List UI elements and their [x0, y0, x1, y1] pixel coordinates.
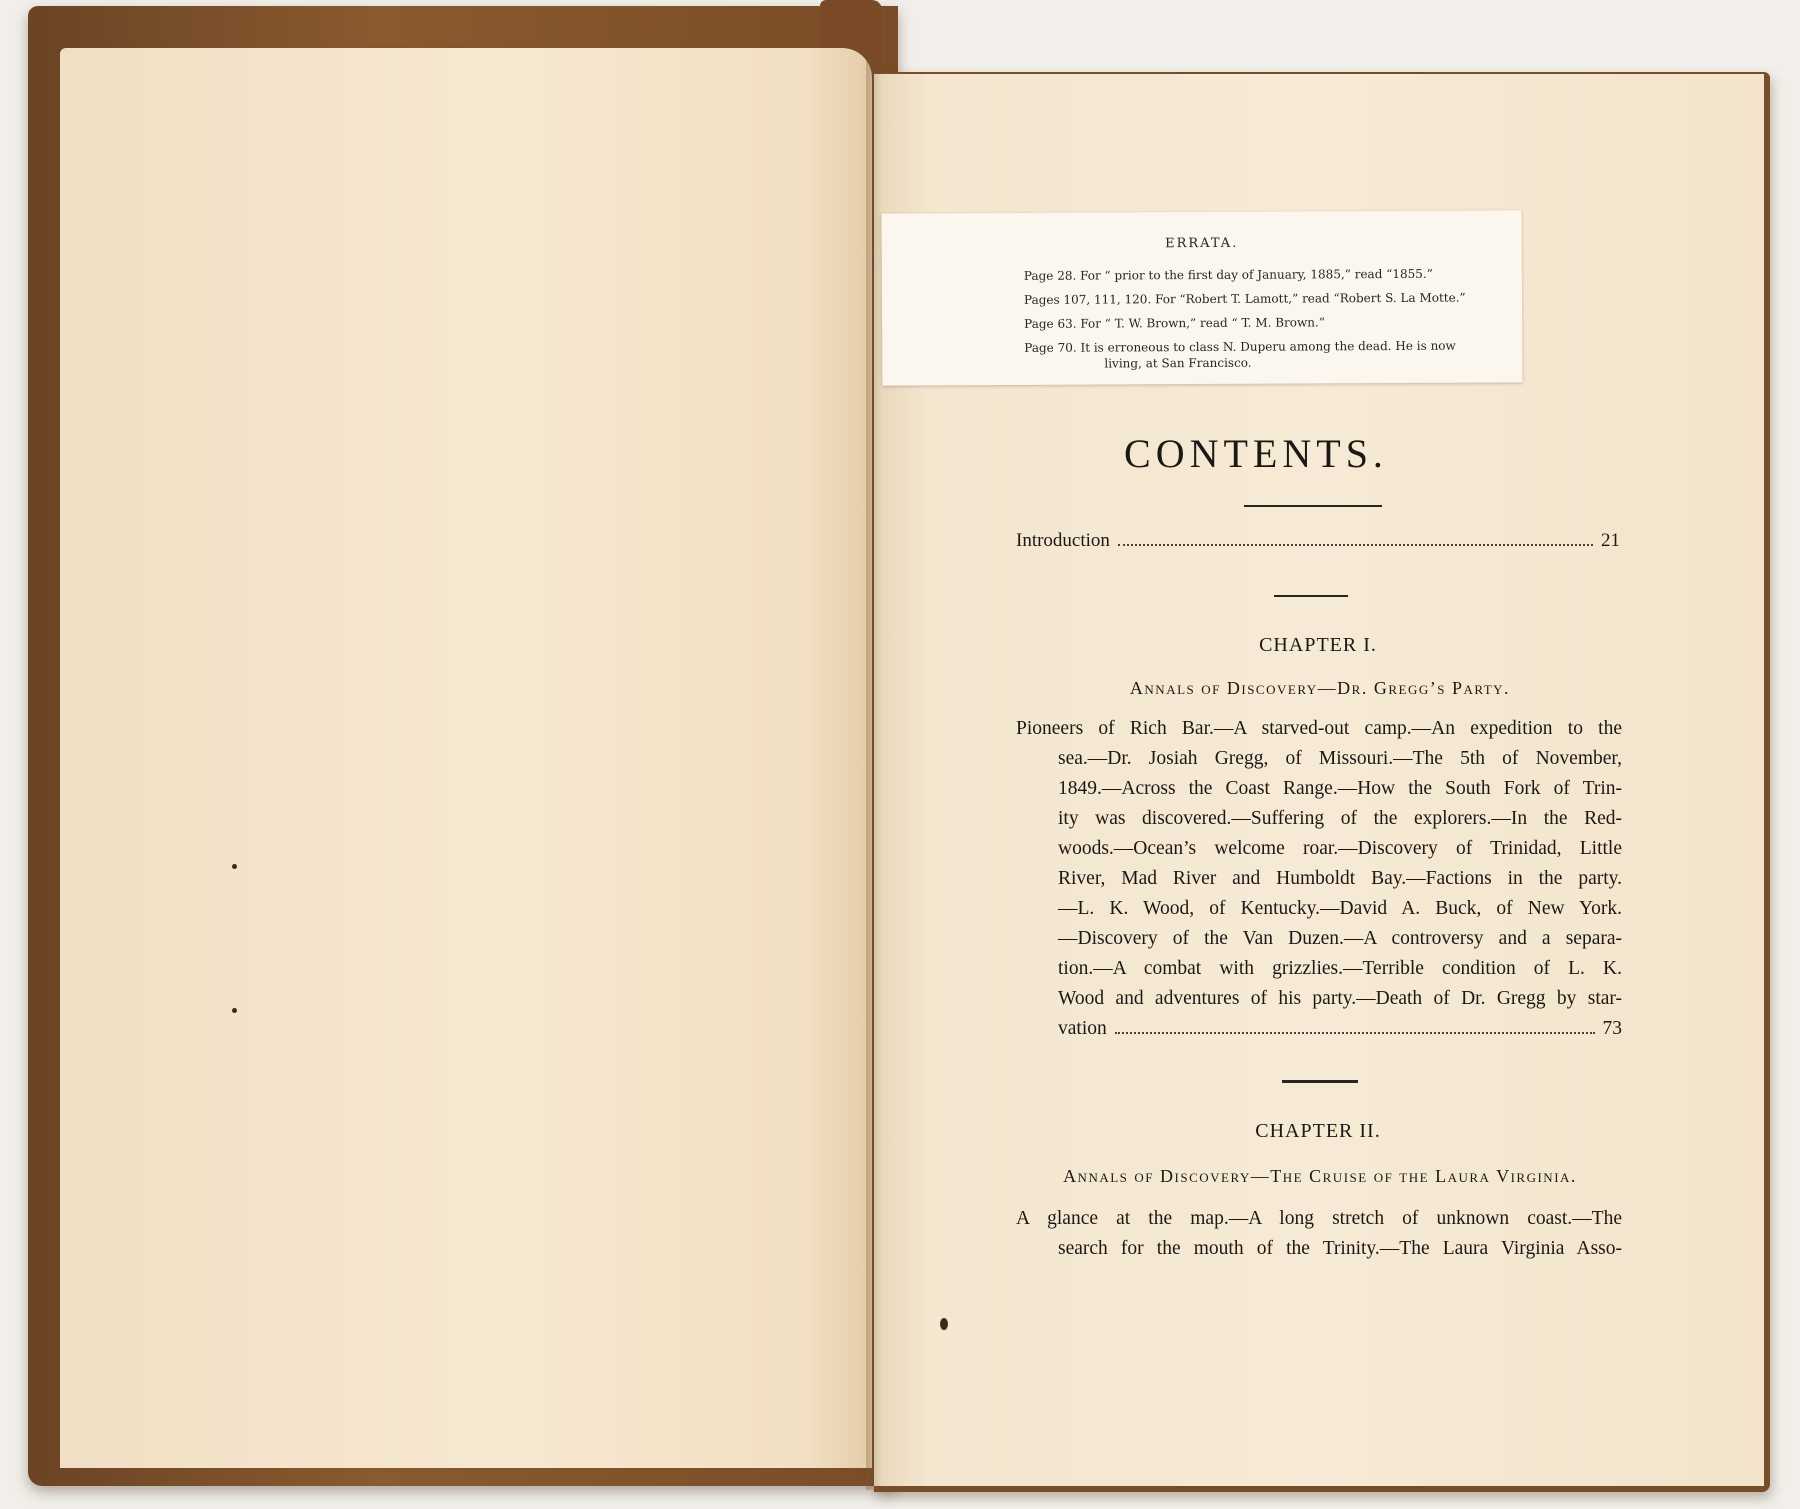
dot-leader [1115, 1032, 1595, 1034]
errata-line: Pages 107, 111, 120. For “Robert T. Lamott,” read “Robert S. La Motte.” [1023, 290, 1466, 307]
divider-rule [1244, 505, 1382, 507]
chapter-1-subtitle: Annals of Discovery—Dr. Gregg’s Party. [1129, 678, 1511, 698]
chapter-2-summary-line: A glance at the map.—A long stretch of unknown coast.—The [1016, 1208, 1622, 1229]
chapter-2-heading: CHAPTER II. [1255, 1120, 1381, 1142]
chapter-1-summary-line: Pioneers of Rich Bar.—A starved-out camp.—An expedition to the [1016, 718, 1622, 739]
chapter-2-summary-line: search for the mouth of the Trinity.—The Laura Virginia Asso- [1058, 1238, 1622, 1259]
page-speck [940, 1318, 948, 1330]
left-blank-page [60, 48, 872, 1468]
chapter-1-summary-line: sea.—Dr. Josiah Gregg, of Missouri.—The 5th of November, [1058, 748, 1622, 769]
chapter-1-page: 73 [1602, 1018, 1622, 1039]
chapter-1-summary-end [1058, 1018, 1622, 1048]
toc-entry-introduction [1016, 530, 1620, 560]
toc-entry-page: 21 [1601, 530, 1620, 551]
page-speck [232, 1008, 237, 1013]
chapter-1-summary-line: 1849.—Across the Coast Range.—How the South Fork of Trin- [1058, 778, 1622, 799]
errata-line: Page 63. For “ T. W. Brown,” read “ T. M. Brown.” [1024, 315, 1325, 331]
contents-heading: CONTENTS. [1124, 431, 1388, 476]
divider-rule [1274, 595, 1348, 597]
errata-line: living, at San Francisco. [1104, 355, 1252, 371]
errata-line: Page 70. It is erroneous to class N. Duperu among the dead. He is now [1024, 338, 1456, 355]
divider-rule [1282, 1080, 1358, 1083]
book-gutter-shadow [866, 60, 882, 1490]
chapter-1-heading: CHAPTER I. [1259, 634, 1377, 656]
errata-line: Page 28. For “ prior to the first day of January, 1885,” read “1855.” [1023, 266, 1433, 283]
errata-slip [882, 210, 1523, 385]
chapter-1-summary-line: —Discovery of the Van Duzen.—A controversy and a separa- [1058, 928, 1622, 949]
errata-title: ERRATA. [1165, 235, 1239, 252]
chapter-1-summary-line: Wood and adventures of his party.—Death of Dr. Gregg by star- [1058, 988, 1622, 1009]
chapter-1-summary-line: tion.—A combat with grizzlies.—Terrible condition of L. K. [1058, 958, 1622, 979]
chapter-1-summary-line: ity was discovered.—Suffering of the explorers.—In the Red- [1058, 808, 1622, 829]
chapter-1-summary-line: River, Mad River and Humboldt Bay.—Factions in the party. [1058, 868, 1622, 889]
chapter-1-summary-line: —L. K. Wood, of Kentucky.—David A. Buck, of New York. [1058, 898, 1622, 919]
page-speck [232, 864, 237, 869]
toc-entry-label: Introduction [1016, 530, 1110, 551]
chapter-1-summary-last-line: vation [1058, 1018, 1107, 1039]
chapter-1-summary-line: woods.—Ocean’s welcome roar.—Discovery of Trinidad, Little [1058, 838, 1622, 859]
chapter-2-subtitle: Annals of Discovery—The Cruise of the Laura Virginia. [1063, 1166, 1577, 1186]
dot-leader [1118, 544, 1593, 546]
